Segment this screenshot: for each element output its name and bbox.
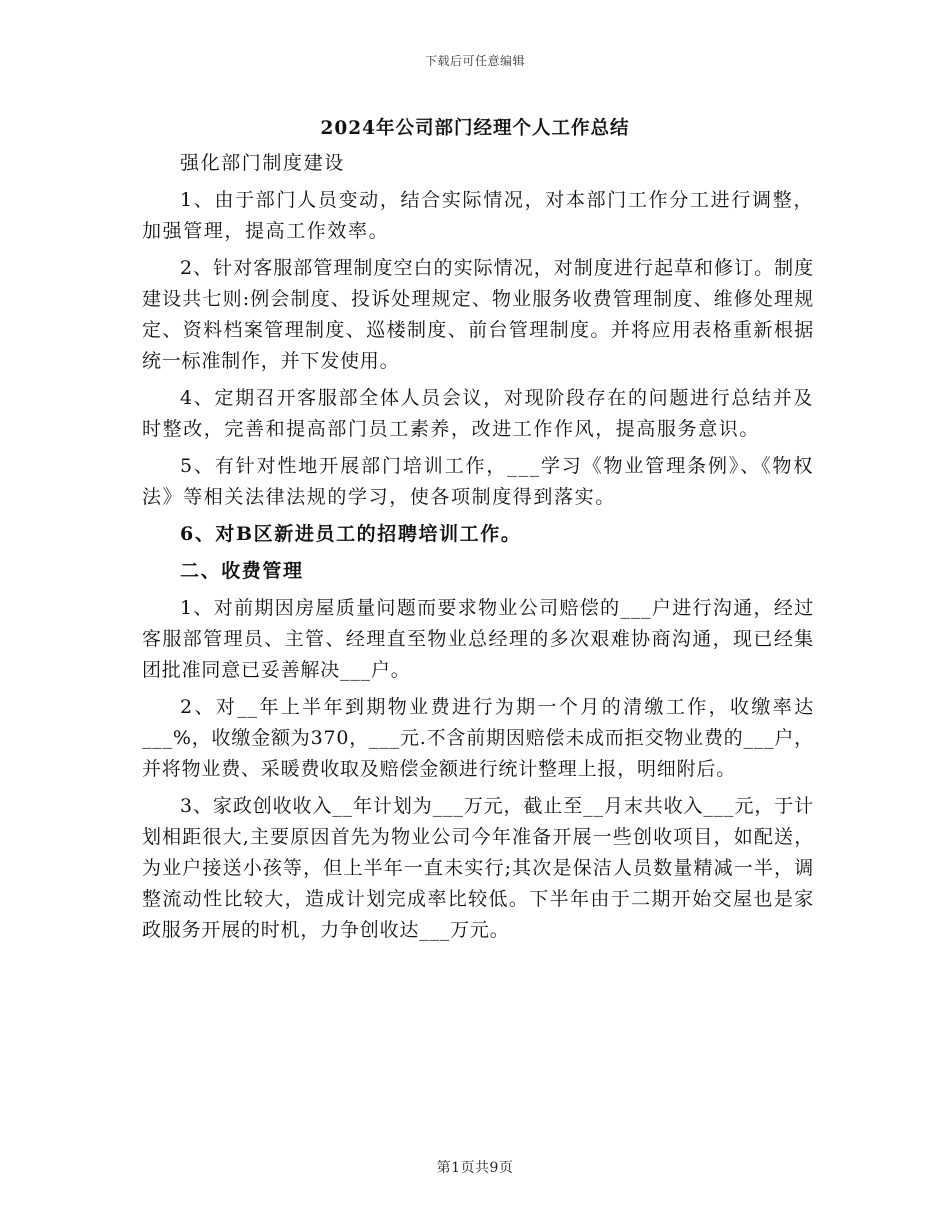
paragraph-item-6: 6、对B区新进员工的招聘培训工作。 <box>180 523 522 545</box>
paragraph-fees-2: 2、对__年上半年到期物业费进行为期一个月的清缴工作，收缴率达___%，收缴金额为370，___元.不含前期因赔偿未成而拒交物业费的___户，并将物业费、采暖费收取及赔偿金额进行统计整理上报，明细附后。 <box>142 696 814 780</box>
paragraph-item-1: 1、由于部门人员变动，结合实际情况，对本部门工作分工进行调整，加强管理，提高工作效率。 <box>142 189 814 242</box>
paragraph-fees-1: 1、对前期因房屋质量问题而要求物业公司赔偿的___户进行沟通，经过客服部管理员、主管、经理直至物业总经理的多次艰难协商沟通，现已经集团批准同意已妥善解决___户。 <box>142 597 814 681</box>
page-footer: 第1页共9页 <box>436 1160 514 1176</box>
document-title: 2024年公司部门经理个人工作总结 <box>320 118 630 139</box>
section-heading-fees: 二、收费管理 <box>180 560 304 582</box>
paragraph-item-4: 4、定期召开客服部全体人员会议，对现阶段存在的问题进行总结并及时整改，完善和提高部门员工素养，改进工作作风，提高服务意识。 <box>142 387 814 440</box>
paragraph-heading-system: 强化部门制度建设 <box>180 152 345 174</box>
paragraph-item-5: 5、有针对性地开展部门培训工作，___学习《物业管理条例》、《物权法》等相关法律法规的学习，使各项制度得到落实。 <box>142 455 814 508</box>
document-body <box>142 148 814 952</box>
download-note: 下载后可任意编辑 <box>424 54 525 68</box>
paragraph-fees-3: 3、家政创收收入__年计划为___万元，截止至__月末共收入___元，于计划相距很大,主要原因首先为物业公司今年准备开展一些创收项目，如配送，为业户接送小孩等，但上半年一直未实行;其次是保洁人员数量精减一半，调整流动性比较大，造成计划完成率比较低。下半年由于二期开始交屋也是家政服务开展的时机，力争创收达___万元。 <box>142 795 814 941</box>
paragraph-item-2: 2、针对客服部管理制度空白的实际情况，对制度进行起草和修订。制度建设共七则:例会制度、投诉处理规定、物业服务收费管理制度、维修处理规定、资料档案管理制度、巡楼制度、前台管理制度。并将应用表格重新根据统一标准制作，并下发使用。 <box>142 257 814 372</box>
